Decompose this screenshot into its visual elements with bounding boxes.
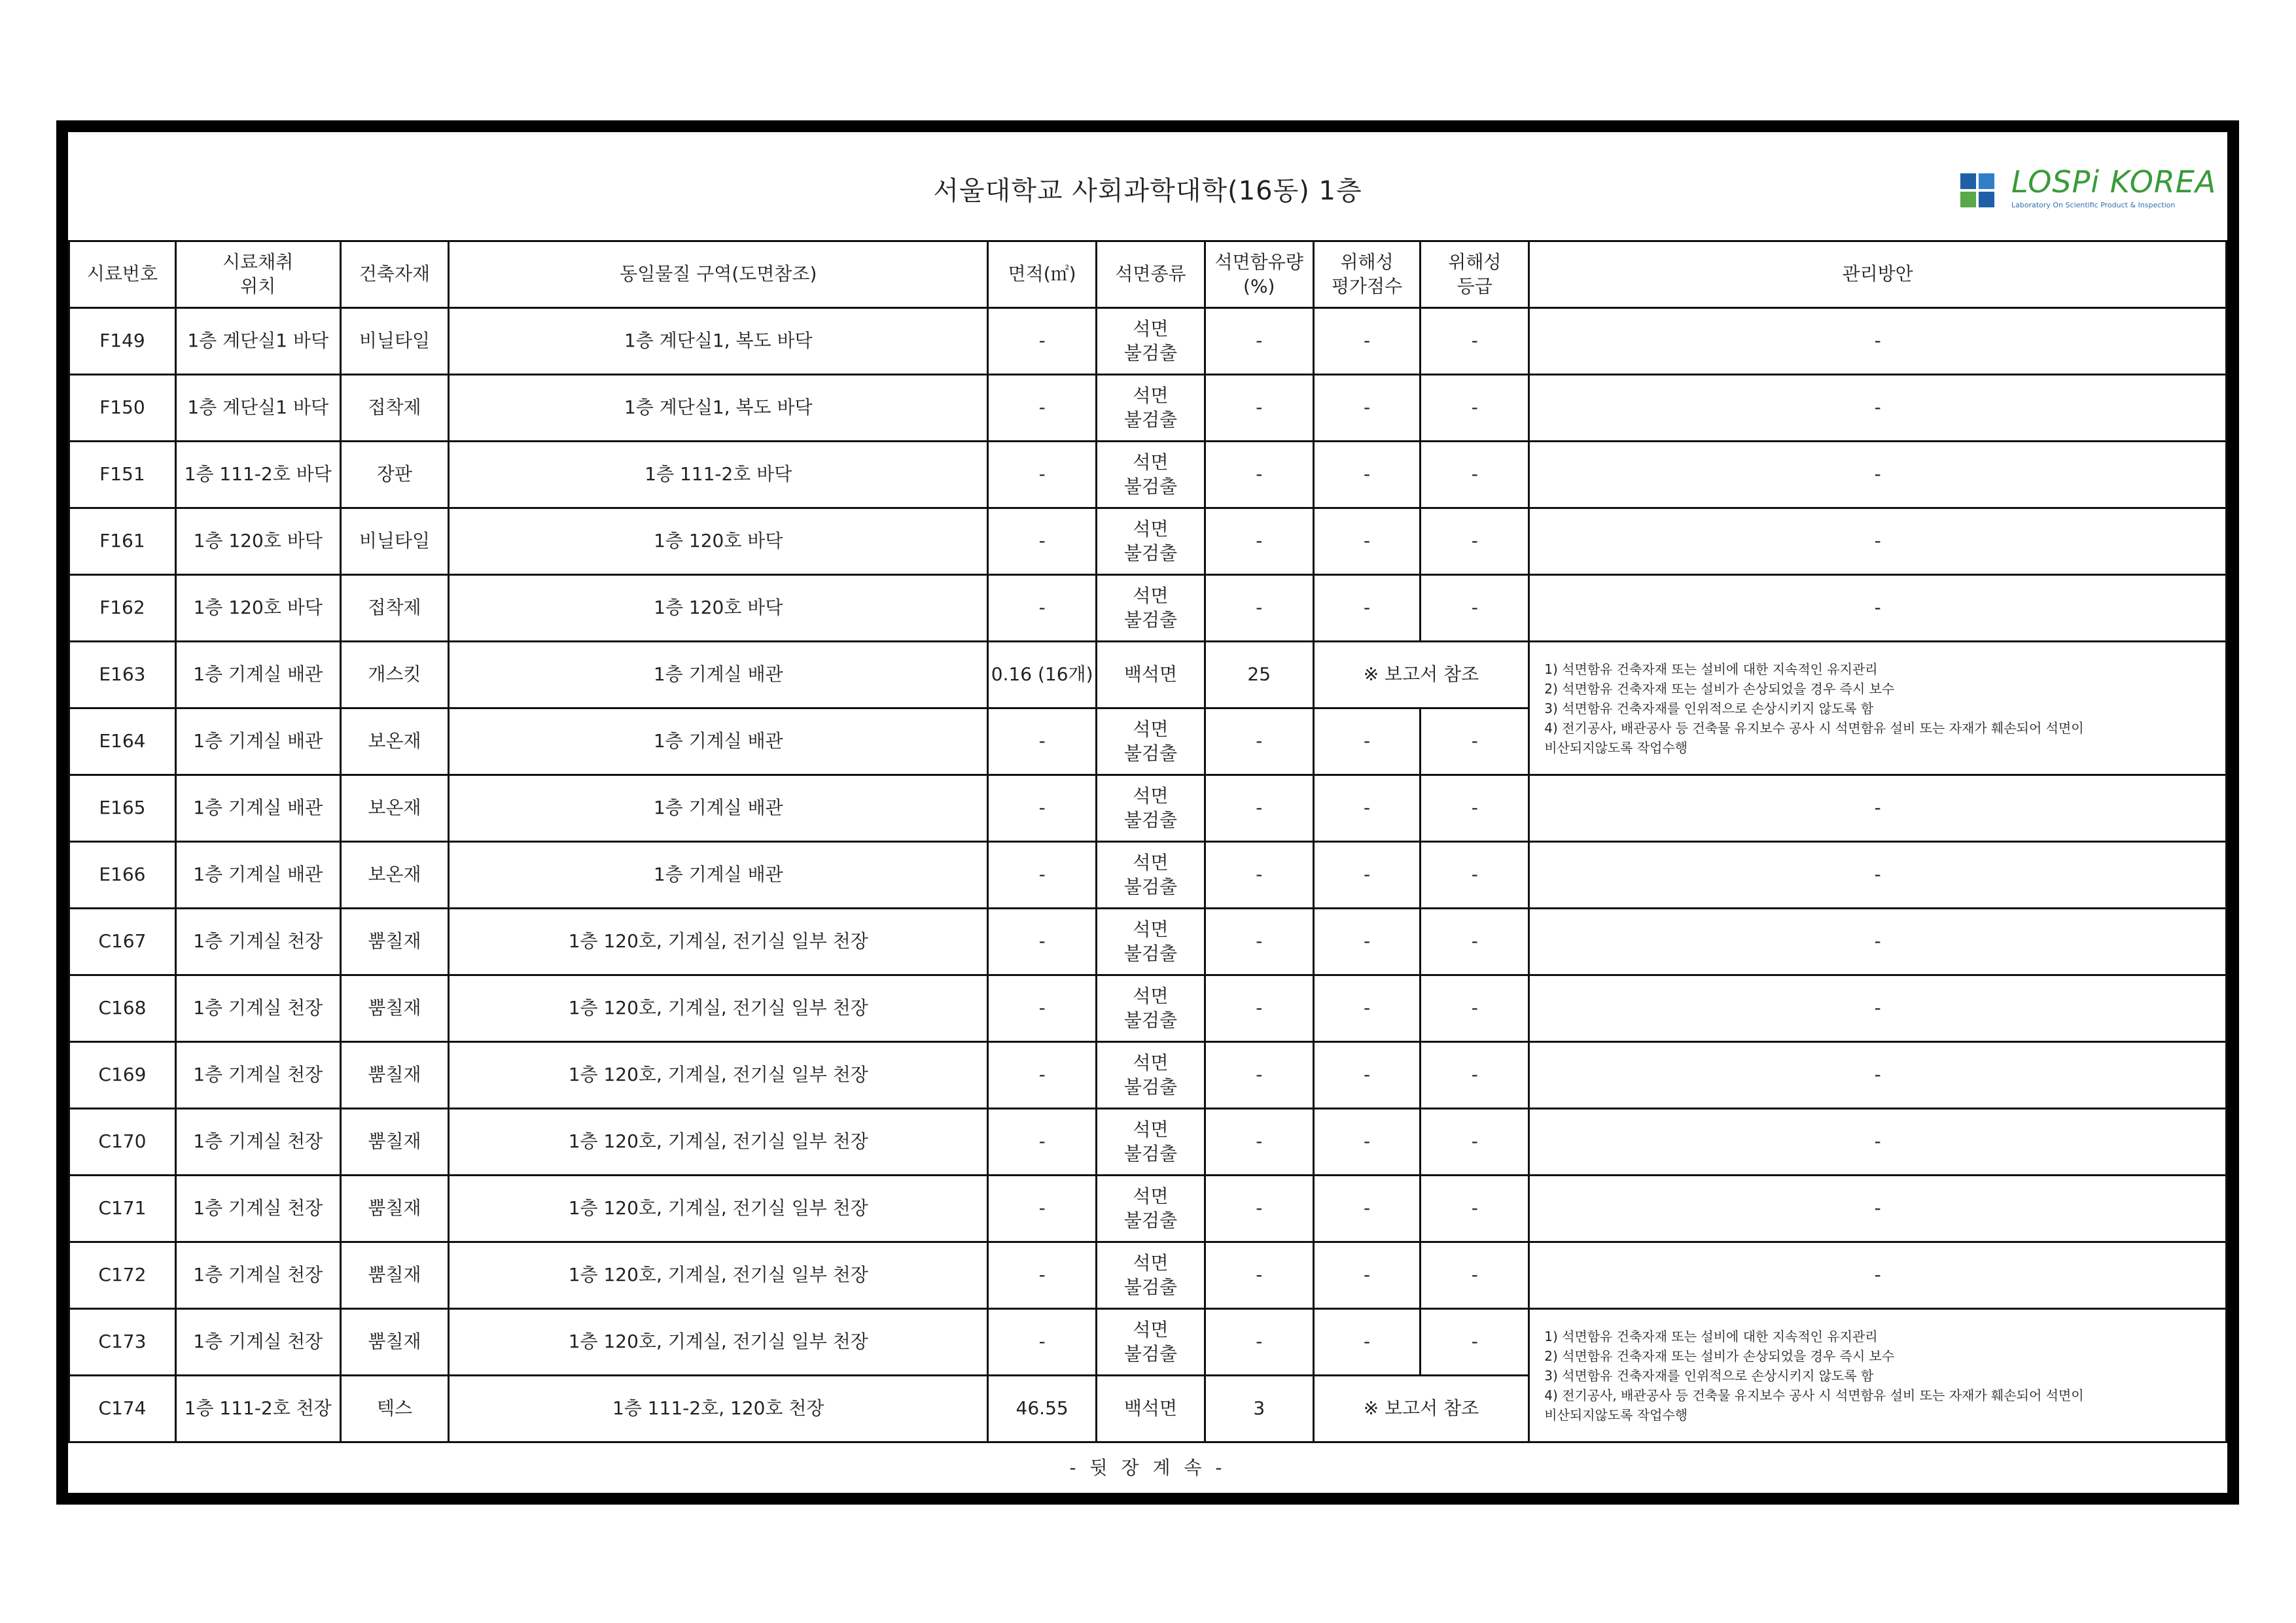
sample-id-cell: C173 xyxy=(69,1309,176,1376)
area-cell: - xyxy=(988,775,1097,842)
asbestos-content-cell: - xyxy=(1205,708,1313,775)
asbestos-type-line: 석면 xyxy=(1133,1052,1169,1074)
zone-cell: 1층 120호, 기계실, 전기실 일부 천장 xyxy=(449,909,988,975)
risk-merged-cell: ※ 보고서 참조 xyxy=(1313,1376,1529,1442)
risk-grade-cell: - xyxy=(1421,375,1529,442)
asbestos-type-cell xyxy=(1097,909,1205,975)
asbestos-type-cell xyxy=(1097,708,1205,775)
asbestos-type-cell xyxy=(1097,508,1205,575)
col-header-line: 위해성 xyxy=(1448,251,1502,273)
asbestos-type-line: 석면 xyxy=(1133,1319,1169,1341)
material-cell: 뿜칠재 xyxy=(340,1176,449,1242)
area-cell: - xyxy=(988,1042,1097,1109)
management-cell: - xyxy=(1529,575,2227,642)
area-cell: - xyxy=(988,575,1097,642)
material-cell: 뿜칠재 xyxy=(340,1042,449,1109)
asbestos-content-cell: - xyxy=(1205,1109,1313,1176)
sample-location-cell: 1층 기계실 천장 xyxy=(175,909,340,975)
asbestos-type-cell xyxy=(1097,375,1205,442)
asbestos-content-cell: - xyxy=(1205,442,1313,508)
management-note: 3) 석면함유 건축자재를 인위적으로 손상시키지 않도록 함 xyxy=(1544,700,1874,716)
asbestos-content-cell: - xyxy=(1205,508,1313,575)
sample-location-cell: 1층 기계실 천장 xyxy=(175,1109,340,1176)
page-title: 서울대학교 사회과학대학(16동) 1층 xyxy=(933,176,1362,206)
sample-location-cell: 1층 기계실 배관 xyxy=(175,642,340,708)
asbestos-type-cell xyxy=(1097,842,1205,909)
asbestos-type-line: 석면 xyxy=(1133,785,1169,807)
risk-grade-cell: - xyxy=(1421,1109,1529,1176)
risk-grade-cell: - xyxy=(1421,909,1529,975)
table-row xyxy=(69,975,2227,1042)
sample-location-cell: 1층 기계실 천장 xyxy=(175,1242,340,1309)
sample-id-cell: C171 xyxy=(69,1176,176,1242)
risk-grade-cell: - xyxy=(1421,1309,1529,1376)
col-header-line: (%) xyxy=(1243,275,1275,297)
col-header xyxy=(175,241,340,308)
area-cell: - xyxy=(988,1309,1097,1376)
asbestos-content-cell: - xyxy=(1205,842,1313,909)
zone-cell: 1층 계단실1, 복도 바닥 xyxy=(449,375,988,442)
risk-score-cell: - xyxy=(1313,308,1421,375)
risk-merged-cell: ※ 보고서 참조 xyxy=(1313,642,1529,708)
col-header xyxy=(1313,241,1421,308)
zone-cell: 1층 111-2호 바닥 xyxy=(449,442,988,508)
asbestos-type-cell xyxy=(1097,308,1205,375)
management-note: 1) 석면함유 건축자재 또는 설비에 대한 지속적인 유지관리 xyxy=(1544,661,1878,677)
zone-cell: 1층 기계실 배관 xyxy=(449,842,988,909)
asbestos-content-cell: - xyxy=(1205,1176,1313,1242)
risk-score-cell: - xyxy=(1313,775,1421,842)
asbestos-content-cell: - xyxy=(1205,1042,1313,1109)
sample-location-cell: 1층 기계실 천장 xyxy=(175,975,340,1042)
col-header: 면적(㎡) xyxy=(988,241,1097,308)
management-note: 1) 석면함유 건축자재 또는 설비에 대한 지속적인 유지관리 xyxy=(1544,1328,1878,1344)
management-cell: - xyxy=(1529,375,2227,442)
table-row xyxy=(69,842,2227,909)
continued-footer: - 뒷 장 계 속 - xyxy=(1069,1457,1226,1478)
asbestos-type-line: 석면 xyxy=(1133,718,1169,741)
material-cell: 접착제 xyxy=(340,575,449,642)
asbestos-type-line: 석면 xyxy=(1133,385,1169,407)
table-row xyxy=(69,1176,2227,1242)
risk-grade-cell: - xyxy=(1421,775,1529,842)
sample-location-cell: 1층 기계실 천장 xyxy=(175,1309,340,1376)
management-cell: - xyxy=(1529,1042,2227,1109)
material-cell: 보온재 xyxy=(340,842,449,909)
asbestos-type-cell xyxy=(1097,775,1205,842)
asbestos-type-line: 석면 xyxy=(1133,451,1169,474)
management-cell: - xyxy=(1529,308,2227,375)
col-header xyxy=(1421,241,1529,308)
asbestos-content-cell: - xyxy=(1205,575,1313,642)
material-cell: 뿜칠재 xyxy=(340,1309,449,1376)
sample-location-cell: 1층 111-2호 바닥 xyxy=(175,442,340,508)
management-cell: - xyxy=(1529,442,2227,508)
document-frame xyxy=(56,120,2239,1505)
logo-square-icon xyxy=(1960,192,1976,207)
sample-location-cell: 1층 기계실 천장 xyxy=(175,1042,340,1109)
asbestos-survey-table xyxy=(68,240,2227,1443)
sample-id-cell: F149 xyxy=(69,308,176,375)
sample-id-cell: F151 xyxy=(69,442,176,508)
management-cell: - xyxy=(1529,909,2227,975)
area-cell: - xyxy=(988,375,1097,442)
asbestos-type-line: 석면 xyxy=(1133,585,1169,607)
asbestos-type-line: 불검출 xyxy=(1123,742,1178,764)
management-cell: - xyxy=(1529,975,2227,1042)
asbestos-type-cell xyxy=(1097,1109,1205,1176)
sample-id-cell: C170 xyxy=(69,1109,176,1176)
asbestos-type-cell xyxy=(1097,575,1205,642)
material-cell: 뿜칠재 xyxy=(340,1242,449,1309)
table-body xyxy=(69,308,2227,1442)
material-cell: 텍스 xyxy=(340,1376,449,1442)
area-cell: - xyxy=(988,1176,1097,1242)
risk-score-cell: - xyxy=(1313,975,1421,1042)
asbestos-type-cell xyxy=(1097,1309,1205,1376)
col-header: 동일물질 구역(도면참조) xyxy=(449,241,988,308)
col-header-line: 등급 xyxy=(1457,275,1492,297)
asbestos-type-line: 불검출 xyxy=(1123,1142,1178,1164)
material-cell: 보온재 xyxy=(340,775,449,842)
asbestos-content-cell: - xyxy=(1205,1309,1313,1376)
risk-score-cell: - xyxy=(1313,575,1421,642)
asbestos-type-line: 불검출 xyxy=(1123,475,1178,497)
sample-location-cell: 1층 120호 바닥 xyxy=(175,575,340,642)
management-note: 3) 석면함유 건축자재를 인위적으로 손상시키지 않도록 함 xyxy=(1544,1367,1874,1384)
area-cell: - xyxy=(988,708,1097,775)
table-row xyxy=(69,642,2227,708)
material-cell: 비닐타일 xyxy=(340,308,449,375)
asbestos-content-cell: - xyxy=(1205,975,1313,1042)
risk-score-cell: - xyxy=(1313,1176,1421,1242)
zone-cell: 1층 계단실1, 복도 바닥 xyxy=(449,308,988,375)
sample-location-cell: 1층 111-2호 천장 xyxy=(175,1376,340,1442)
col-header: 석면종류 xyxy=(1097,241,1205,308)
asbestos-type-cell xyxy=(1097,975,1205,1042)
asbestos-type-line: 불검출 xyxy=(1123,1342,1178,1365)
table-row xyxy=(69,1309,2227,1376)
zone-cell: 1층 111-2호, 120호 천장 xyxy=(449,1376,988,1442)
sample-id-cell: E164 xyxy=(69,708,176,775)
area-cell: - xyxy=(988,1242,1097,1309)
col-header-line: 위해성 xyxy=(1340,251,1394,273)
asbestos-type-line: 불검출 xyxy=(1123,1209,1178,1231)
asbestos-type-line: 불검출 xyxy=(1123,1075,1178,1098)
risk-score-cell: - xyxy=(1313,909,1421,975)
asbestos-content-cell: - xyxy=(1205,375,1313,442)
logo-square-icon xyxy=(1960,173,1976,189)
material-cell: 뿜칠재 xyxy=(340,909,449,975)
management-cell: - xyxy=(1529,1109,2227,1176)
risk-grade-cell: - xyxy=(1421,1042,1529,1109)
asbestos-content-cell: - xyxy=(1205,909,1313,975)
sample-location-cell: 1층 계단실1 바닥 xyxy=(175,375,340,442)
sample-id-cell: E163 xyxy=(69,642,176,708)
risk-grade-cell: - xyxy=(1421,308,1529,375)
table-row xyxy=(69,775,2227,842)
sample-location-cell: 1층 기계실 배관 xyxy=(175,708,340,775)
asbestos-type-line: 불검출 xyxy=(1123,875,1178,898)
zone-cell: 1층 120호, 기계실, 전기실 일부 천장 xyxy=(449,1242,988,1309)
risk-score-cell: - xyxy=(1313,442,1421,508)
management-note: 비산되지않도록 작업수행 xyxy=(1544,739,1688,756)
risk-grade-cell: - xyxy=(1421,575,1529,642)
sample-location-cell: 1층 계단실1 바닥 xyxy=(175,308,340,375)
risk-grade-cell: - xyxy=(1421,708,1529,775)
zone-cell: 1층 120호, 기계실, 전기실 일부 천장 xyxy=(449,975,988,1042)
col-header-line: 시료채취 xyxy=(222,251,294,273)
sample-id-cell: C169 xyxy=(69,1042,176,1109)
asbestos-type-line: 석면 xyxy=(1133,1119,1169,1141)
risk-score-cell: - xyxy=(1313,1042,1421,1109)
asbestos-type-line: 불검출 xyxy=(1123,608,1178,631)
risk-grade-cell: - xyxy=(1421,1176,1529,1242)
logo-text: LOSPi KOREA xyxy=(2011,164,2217,200)
col-header: 시료번호 xyxy=(69,241,176,308)
risk-score-cell: - xyxy=(1313,508,1421,575)
asbestos-type-line: 석면 xyxy=(1133,1185,1169,1208)
logo-square-icon xyxy=(1979,173,1994,189)
asbestos-type-line: 불검출 xyxy=(1123,408,1178,430)
col-header-line: 석면함유량 xyxy=(1214,251,1303,273)
area-cell: - xyxy=(988,842,1097,909)
material-cell: 뿜칠재 xyxy=(340,1109,449,1176)
material-cell: 장판 xyxy=(340,442,449,508)
zone-cell: 1층 기계실 배관 xyxy=(449,708,988,775)
asbestos-type-line: 불검출 xyxy=(1123,809,1178,831)
sample-location-cell: 1층 기계실 천장 xyxy=(175,1176,340,1242)
material-cell: 접착제 xyxy=(340,375,449,442)
risk-score-cell: - xyxy=(1313,708,1421,775)
asbestos-type-line: 석면 xyxy=(1133,985,1169,1007)
table-row xyxy=(69,909,2227,975)
risk-grade-cell: - xyxy=(1421,842,1529,909)
risk-grade-cell: - xyxy=(1421,442,1529,508)
zone-cell: 1층 120호 바닥 xyxy=(449,575,988,642)
zone-cell: 1층 120호, 기계실, 전기실 일부 천장 xyxy=(449,1109,988,1176)
asbestos-type-cell xyxy=(1097,1242,1205,1309)
table-header-row xyxy=(69,241,2227,308)
table-row xyxy=(69,1109,2227,1176)
zone-cell: 1층 기계실 배관 xyxy=(449,642,988,708)
sample-id-cell: F161 xyxy=(69,508,176,575)
asbestos-content-cell: 25 xyxy=(1205,642,1313,708)
management-cell: - xyxy=(1529,775,2227,842)
asbestos-type-line: 불검출 xyxy=(1123,542,1178,564)
management-note: 2) 석면함유 건축자재 또는 설비가 손상되었을 경우 즉시 보수 xyxy=(1544,680,1895,697)
asbestos-content-cell: - xyxy=(1205,308,1313,375)
area-cell: - xyxy=(988,975,1097,1042)
asbestos-type-cell xyxy=(1097,442,1205,508)
asbestos-type-cell: 백석면 xyxy=(1097,1376,1205,1442)
risk-score-cell: - xyxy=(1313,1242,1421,1309)
zone-cell: 1층 120호, 기계실, 전기실 일부 천장 xyxy=(449,1176,988,1242)
col-header-line: 위치 xyxy=(240,275,276,297)
col-header: 관리방안 xyxy=(1529,241,2227,308)
sample-id-cell: E165 xyxy=(69,775,176,842)
risk-score-cell: - xyxy=(1313,1309,1421,1376)
sample-id-cell: C168 xyxy=(69,975,176,1042)
area-cell: 46.55 xyxy=(988,1376,1097,1442)
table-row xyxy=(69,508,2227,575)
area-cell: - xyxy=(988,909,1097,975)
asbestos-content-cell: - xyxy=(1205,1242,1313,1309)
sample-id-cell: E166 xyxy=(69,842,176,909)
table-row xyxy=(69,1042,2227,1109)
management-cell: - xyxy=(1529,842,2227,909)
risk-grade-cell: - xyxy=(1421,508,1529,575)
col-header-line: 평가점수 xyxy=(1331,275,1403,297)
risk-score-cell: - xyxy=(1313,842,1421,909)
management-note: 4) 전기공사, 배관공사 등 건축물 유지보수 공사 시 석면함유 설비 또는 자재가 훼손되어 석면이 xyxy=(1544,1387,2084,1403)
risk-score-cell: - xyxy=(1313,375,1421,442)
col-header xyxy=(1205,241,1313,308)
logo-square-icon xyxy=(1979,192,1994,207)
zone-cell: 1층 120호, 기계실, 전기실 일부 천장 xyxy=(449,1309,988,1376)
area-cell: - xyxy=(988,1109,1097,1176)
asbestos-type-line: 불검출 xyxy=(1123,1009,1178,1031)
table-row xyxy=(69,1242,2227,1309)
management-note: 비산되지않도록 작업수행 xyxy=(1544,1406,1688,1423)
company-logo xyxy=(1960,164,2222,214)
management-cell: - xyxy=(1529,1176,2227,1242)
asbestos-type-line: 불검출 xyxy=(1123,1276,1178,1298)
risk-grade-cell: - xyxy=(1421,975,1529,1042)
zone-cell: 1층 120호, 기계실, 전기실 일부 천장 xyxy=(449,1042,988,1109)
col-header: 건축자재 xyxy=(340,241,449,308)
document-header xyxy=(68,132,2227,240)
management-note: 2) 석면함유 건축자재 또는 설비가 손상되었을 경우 즉시 보수 xyxy=(1544,1348,1895,1364)
area-cell: - xyxy=(988,442,1097,508)
management-note: 4) 전기공사, 배관공사 등 건축물 유지보수 공사 시 석면함유 설비 또는 자재가 훼손되어 석면이 xyxy=(1544,720,2084,736)
asbestos-type-line: 석면 xyxy=(1133,852,1169,874)
sample-id-cell: F150 xyxy=(69,375,176,442)
asbestos-type-cell xyxy=(1097,1042,1205,1109)
material-cell: 비닐타일 xyxy=(340,508,449,575)
asbestos-type-line: 불검출 xyxy=(1123,942,1178,964)
asbestos-type-cell xyxy=(1097,1176,1205,1242)
logo-subtitle: Laboratory On Scientific Product & Inspection xyxy=(2011,201,2176,209)
material-cell: 개스킷 xyxy=(340,642,449,708)
asbestos-type-line: 석면 xyxy=(1133,518,1169,540)
asbestos-type-cell: 백석면 xyxy=(1097,642,1205,708)
material-cell: 뿜칠재 xyxy=(340,975,449,1042)
area-cell: - xyxy=(988,308,1097,375)
zone-cell: 1층 기계실 배관 xyxy=(449,775,988,842)
asbestos-type-line: 석면 xyxy=(1133,1252,1169,1274)
risk-grade-cell: - xyxy=(1421,1242,1529,1309)
sample-location-cell: 1층 기계실 배관 xyxy=(175,775,340,842)
management-notes-cell xyxy=(1529,1309,2227,1442)
table-row xyxy=(69,575,2227,642)
asbestos-type-line: 석면 xyxy=(1133,918,1169,941)
table-row xyxy=(69,375,2227,442)
asbestos-content-cell: - xyxy=(1205,775,1313,842)
asbestos-content-cell: 3 xyxy=(1205,1376,1313,1442)
asbestos-type-line: 석면 xyxy=(1133,318,1169,340)
management-cell: - xyxy=(1529,1242,2227,1309)
sample-location-cell: 1층 기계실 배관 xyxy=(175,842,340,909)
table-row xyxy=(69,308,2227,375)
sample-id-cell: F162 xyxy=(69,575,176,642)
table-row xyxy=(69,442,2227,508)
sample-location-cell: 1층 120호 바닥 xyxy=(175,508,340,575)
area-cell: 0.16 (16개) xyxy=(988,642,1097,708)
sample-id-cell: C172 xyxy=(69,1242,176,1309)
area-cell: - xyxy=(988,508,1097,575)
zone-cell: 1층 120호 바닥 xyxy=(449,508,988,575)
material-cell: 보온재 xyxy=(340,708,449,775)
management-notes-cell xyxy=(1529,642,2227,775)
asbestos-type-line: 불검출 xyxy=(1123,341,1178,364)
risk-score-cell: - xyxy=(1313,1109,1421,1176)
sample-id-cell: C167 xyxy=(69,909,176,975)
sample-id-cell: C174 xyxy=(69,1376,176,1442)
management-cell: - xyxy=(1529,508,2227,575)
